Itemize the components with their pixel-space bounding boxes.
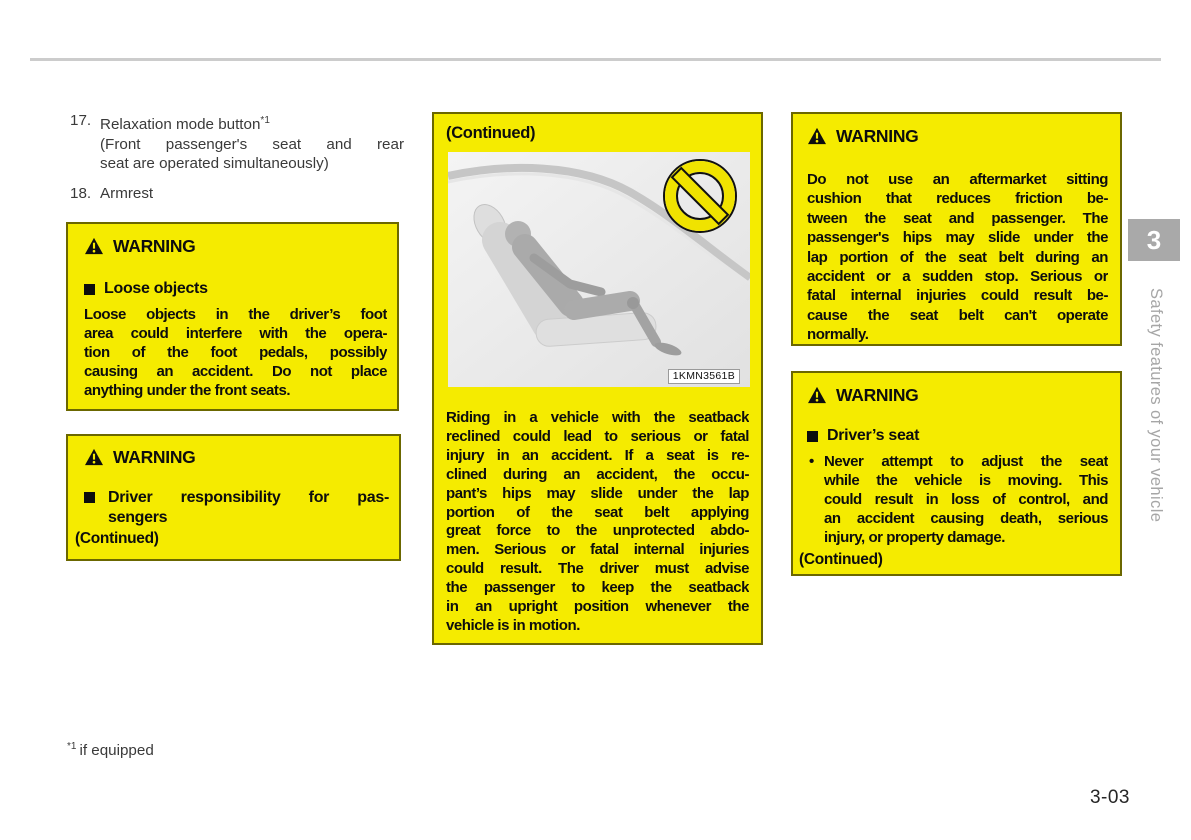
continued-label: (Continued) [799, 551, 883, 568]
list-item-17 [70, 111, 404, 174]
prohibition-icon [664, 160, 736, 232]
list-item-number: 18. [70, 184, 92, 202]
warning-panel-reclined-seat [432, 112, 763, 645]
warning-box-aftermarket-cushion [791, 112, 1122, 346]
warning-title: WARNING [113, 446, 196, 467]
square-bullet-icon [84, 492, 95, 503]
square-bullet-icon [807, 431, 818, 442]
footnote-marker: *1 [67, 741, 77, 752]
top-divider [30, 58, 1161, 61]
warning-title: WARNING [836, 125, 919, 146]
list-item-number: 17. [70, 112, 92, 129]
warning-triangle-icon [84, 237, 104, 255]
chapter-tab: 3 [1128, 219, 1180, 261]
continued-label: (Continued) [75, 530, 159, 547]
warning-body: Do not use an aftermarket sitting cushion that reduces friction be- tween the seat and passenger. The passenger's hips may slide under the lap portion of the seat belt during an accident or a sudden stop. Serious or fatal internal injuries could result be- cause the seat belt can't operate normally. [807, 171, 1108, 344]
warning-triangle-icon [84, 448, 104, 466]
image-code-badge: 1KMN3561B [668, 369, 740, 384]
continued-label: (Continued) [446, 124, 536, 142]
warning-body: Loose objects in the driver’s foot area could interfere with the opera- tion of the foot pedals, possibly causing an accident. Do not place anything under the front seats. [84, 306, 387, 399]
warning-header [84, 447, 389, 467]
warning-body: Riding in a vehicle with the seatback reclined could lead to serious or fatal injury in an accident. If a seat is re- clined during an accident, the occu- pant’s hips may slide under the lap portion of the seat belt applying great force to the unprotected abdo- men. Serious or fatal internal injuries could result. The driver must advise the passenger to keep the seatback in an upright position whenever the vehicle is in motion. [446, 409, 749, 634]
page-number: 3-03 [1089, 787, 1130, 808]
warning-subtitle: Driver responsibility for pas- sengers [84, 488, 389, 528]
list-item-detail: (Front passenger's seat and rear seat are operated simultaneously) [100, 135, 404, 173]
warning-box-loose-objects [66, 222, 399, 411]
warning-subtitle: Driver’s seat [807, 427, 1108, 445]
reclined-seat-image [448, 152, 750, 387]
warning-box-drivers-seat [791, 371, 1122, 576]
warning-header [84, 236, 387, 256]
bullet-icon: • [809, 453, 814, 470]
list-item-label: Armrest [100, 184, 154, 202]
warning-subtitle: Loose objects [84, 280, 387, 298]
parts-list [70, 111, 404, 203]
footnote-marker: *1 [260, 115, 270, 126]
warning-title: WARNING [113, 235, 196, 256]
warning-triangle-icon [807, 127, 827, 145]
square-bullet-icon [84, 284, 95, 295]
list-item-label: Relaxation mode button$^{*1}$ [100, 115, 270, 134]
warning-box-driver-responsibility [66, 434, 401, 561]
warning-title: WARNING [836, 384, 919, 405]
chapter-sidebar-label: Safety features of your vehicle [1147, 288, 1165, 523]
warning-header [807, 385, 1108, 405]
list-item-18 [70, 184, 404, 204]
warning-header [807, 126, 1108, 146]
footnote: $^{*1}$ if equipped [67, 741, 154, 760]
seat-illustration [448, 152, 750, 387]
warning-bullet-item: • Never attempt to adjust the seat while the vehicle is moving. This could result in loss of control, and an accident causing death, serious injury, or property damage. [809, 453, 1108, 546]
warning-triangle-icon [807, 386, 827, 404]
